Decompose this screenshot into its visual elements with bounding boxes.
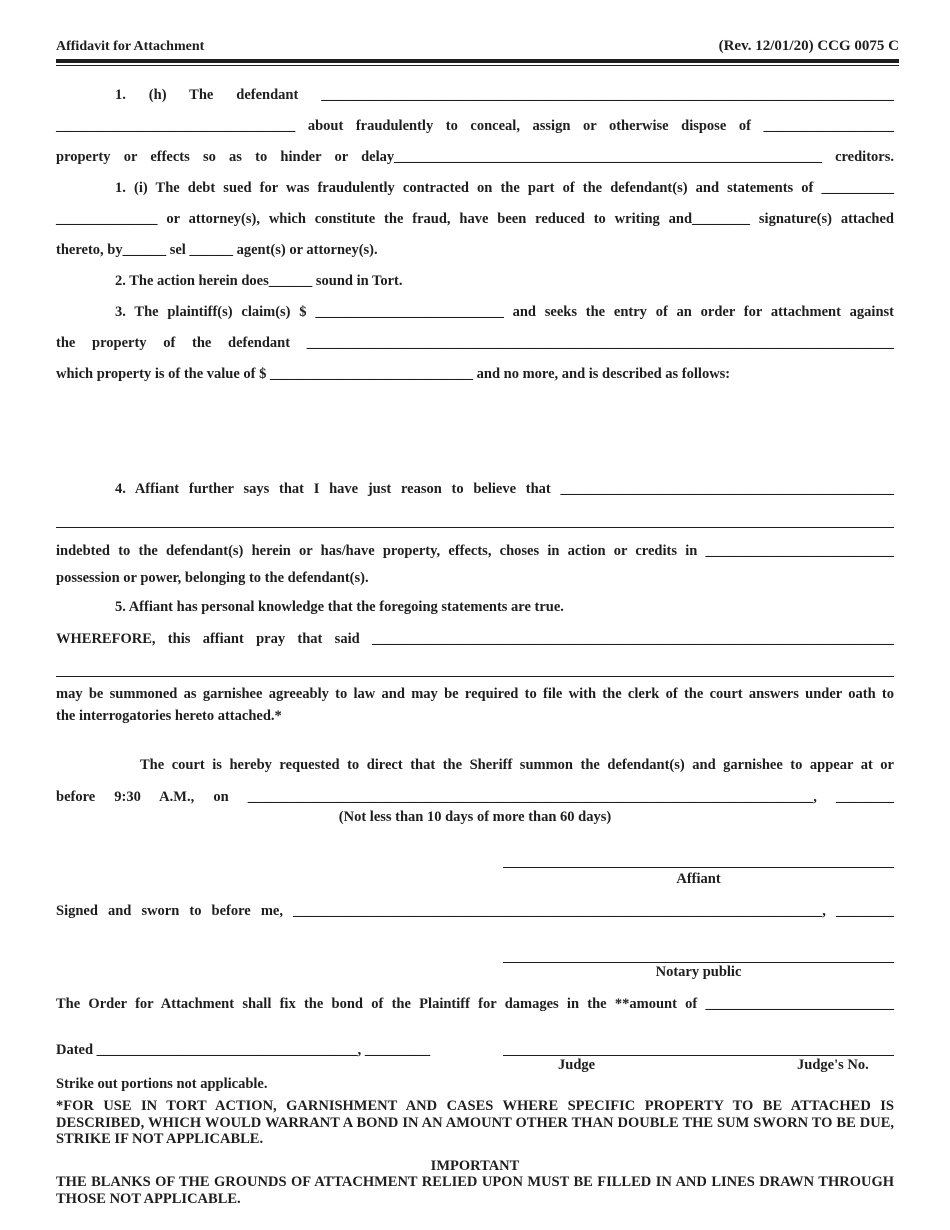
important-title: IMPORTANT: [430, 1158, 520, 1174]
wherefore-line-3: the interrogatories hereto attached.*: [56, 708, 282, 724]
para-3-line-2: the property of the defendant _________________________________________________________________________________: [56, 335, 894, 351]
header-rule-thick: [56, 59, 899, 63]
important-note: THE BLANKS OF THE GROUNDS OF ATTACHMENT RELIED UPON MUST BE FILLED IN AND LINES DRAWN THROUGH THOSE NOT APPLICABLE.: [56, 1174, 894, 1207]
para-1h-line-2: _________________________________ about fraudulently to conceal, assign or otherwise dispose of __________________: [56, 118, 894, 134]
dated-line: Dated ____________________________________, _________: [56, 1042, 431, 1058]
wherefore-line-2: may be summoned as garnishee agreeably to law and may be required to file with the clerk of the court answers under oath to: [56, 686, 894, 702]
court-request-note: (Not less than 10 days of more than 60 days): [338, 809, 612, 825]
para-4-blank-rule[interactable]: [56, 527, 894, 528]
para-3-line-1: 3. The plaintiff(s) claim(s) $ __________________________ and seeks the entry of an order for attachment against: [115, 304, 894, 320]
judge-number-label: Judge's No.: [797, 1057, 869, 1073]
form-title: Affidavit for Attachment: [56, 39, 205, 54]
strike-out-note: Strike out portions not applicable.: [56, 1076, 268, 1092]
court-request-line-1: The court is hereby requested to direct that the Sheriff summon the defendant(s) and garnishee to appear at or: [140, 757, 894, 773]
para-1h-line-1: 1. (h) The defendant _______________________________________________________________________________: [115, 87, 894, 103]
para-1i-line-2: ______________ or attorney(s), which constitute the fraud, have been reduced to writing and________ signature(s) attached: [56, 211, 894, 227]
para-2: 2. The action herein does______ sound in Tort.: [115, 273, 403, 289]
para-1h-line-3: property or effects so as to hinder or delay___________________________________________________________ creditors.: [56, 149, 894, 165]
affiant-signature-line[interactable]: [503, 867, 894, 868]
header-rule-thin: [56, 65, 899, 66]
sworn-line: Signed and sworn to before me, _________________________________________________________________________, ________: [56, 903, 894, 919]
judge-label: Judge: [558, 1057, 596, 1073]
tort-action-note: *FOR USE IN TORT ACTION, GARNISHMENT AND CASES WHERE SPECIFIC PROPERTY TO BE ATTACHED IS DESCRIBED, WHICH WOULD WARRANT A BOND IN AN AMOUNT OTHER THAN DOUBLE THE SUM SWORN TO BE DUE, STRIKE IF NOT APPLICABLE.: [56, 1098, 894, 1147]
form-revision-id: (Rev. 12/01/20) CCG 0075 C: [718, 38, 899, 54]
para-3-line-3: which property is of the value of $ ____________________________ and no more, and is described as follows:: [56, 366, 731, 382]
notary-label: Notary public: [655, 964, 742, 980]
wherefore-blank-rule[interactable]: [56, 676, 894, 677]
affiant-label: Affiant: [676, 871, 721, 887]
para-4-line-1: 4. Affiant further says that I have just reason to believe that ______________________________________________: [115, 481, 894, 497]
para-1i-line-3: thereto, by______ sel ______ agent(s) or attorney(s).: [56, 242, 378, 258]
court-request-line-2: before 9:30 A.M., on ______________________________________________________________________________, ________: [56, 789, 894, 805]
bond-line: The Order for Attachment shall fix the bond of the Plaintiff for damages in the **amount of __________________________: [56, 996, 894, 1012]
wherefore-line-1: WHEREFORE, this affiant pray that said ________________________________________________________________________: [56, 631, 894, 647]
para-4-line-2: indebted to the defendant(s) herein or has/have property, effects, choses in action or credits in __________________________: [56, 543, 894, 559]
para-4-line-3: possession or power, belonging to the defendant(s).: [56, 570, 369, 586]
para-5: 5. Affiant has personal knowledge that the foregoing statements are true.: [115, 599, 564, 615]
para-1i-line-1: 1. (i) The debt sued for was fraudulently contracted on the part of the defendant(s) and statements of __________: [115, 180, 894, 196]
